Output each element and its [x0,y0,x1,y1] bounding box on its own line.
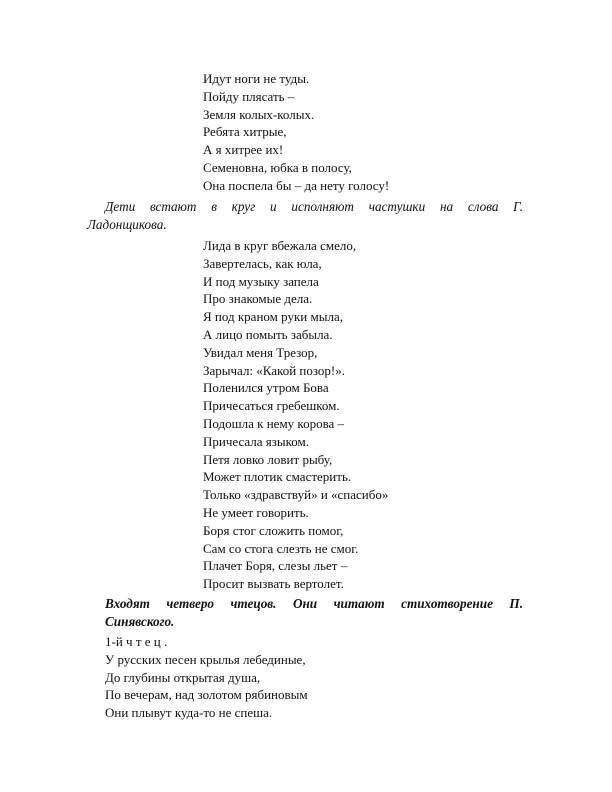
verse-line: А я хитрее их! [203,142,284,158]
stage-direction-line: Ладонщикова. [87,217,167,232]
verse-line: Просит вызвать вертолет. [203,576,344,592]
verse-block-2 [203,237,388,593]
verse-line: Ребята хитрые, [203,124,287,140]
verse-line: Семеновна, юбка в полосу, [203,159,352,175]
verse-line: Земля колых-колых. [203,106,315,122]
verse-line: А лицо помыть забыла. [203,326,333,342]
verse-line: Про знакомые дела. [203,291,313,307]
verse-line: Причесала языком. [203,433,310,449]
stage-direction-line: Дети встают в круг и исполняют частушки на слова Г. [105,199,523,214]
verse-line: Завертелась, как юла, [203,255,322,271]
verse-line: Сам со стога слезть не смог. [203,540,359,556]
verse-line: Боря стог сложить помог, [203,522,344,538]
verse-line: И под музыку запела [203,273,319,289]
stage-direction-1 [87,198,523,234]
poem-line: Они плывут куда-то не спеша. [105,705,273,721]
verse-line: Не умеет говорить. [203,504,309,520]
verse-line: Петя ловко ловит рыбу, [203,451,333,467]
verse-line: Подошла к нему корова – [203,415,345,431]
stage-direction-2 [105,595,523,631]
verse-block-1 [203,70,389,195]
verse-line: Идут ноги не туды. [203,71,310,86]
stage-direction-line: Входят четверо чтецов. Они читают стихотворение П. [105,596,523,611]
poem-line: У русских песен крылья лебединые, [105,651,306,667]
reader-label: 1-й ч т е ц . [105,634,168,649]
verse-line: Лида в круг вбежала смело, [203,238,357,253]
reader-block [105,633,308,722]
stage-direction-line: Синявского. [105,614,175,629]
verse-line: Увидал меня Трезор, [203,344,318,360]
verse-line: Причесаться гребешком. [203,398,340,414]
verse-line: Зарычал: «Какой позор!». [203,362,346,378]
poem-line: До глубины открытая душа, [105,669,261,685]
verse-line: Поленился утром Бова [203,380,329,396]
verse-line: Только «здравствуй» и «спасибо» [203,487,389,503]
verse-line: Она поспела бы – да нету голосу! [203,177,390,193]
verse-line: Я под краном руки мыла, [203,309,343,325]
verse-line: Может плотик смастерить. [203,469,352,485]
poem-line: По вечерам, над золотом рябиновым [105,687,308,703]
verse-line: Плачет Боря, слезы льет – [203,558,348,574]
verse-line: Пойду плясать – [203,88,295,104]
